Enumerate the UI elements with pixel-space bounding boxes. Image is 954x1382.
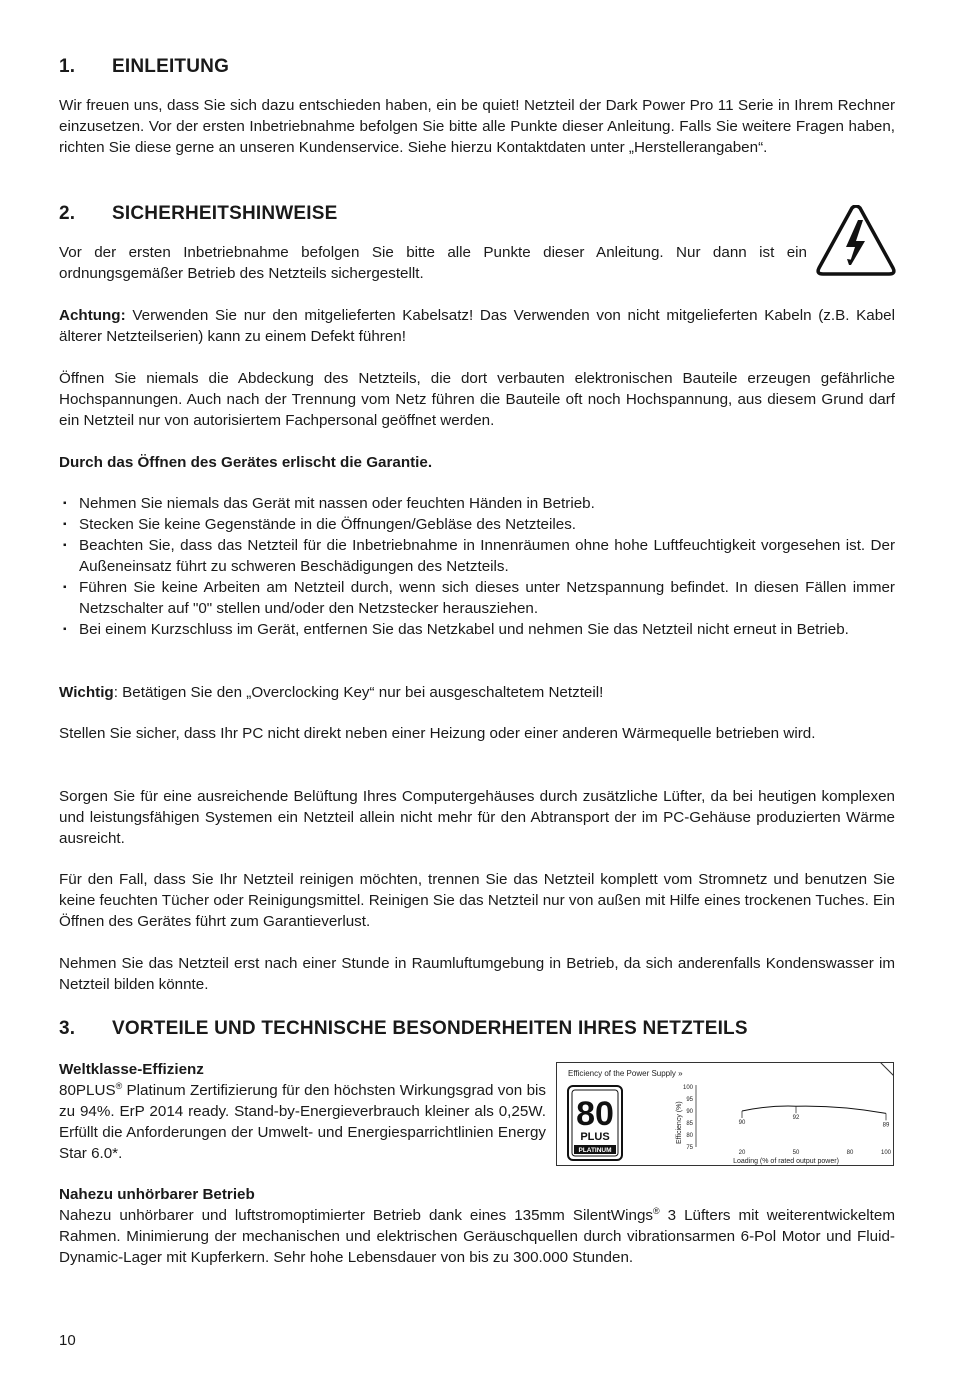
intro-paragraph: Wir freuen uns, dass Sie sich dazu entschieden haben, ein be quiet! Netzteil der Dark Power Pro 11 Serie in Ihrem Rechner einzusetzen. Vor der ersten Inbetriebnahme befolgen Sie bitte alle Punkte dieser Anleitung. Falls Sie weitere Fragen haben, richten Sie diese gerne an unseren Kundenservice. Siehe hierzu Kontaktdaten unter „Herstellerangaben“. xyxy=(59,97,895,156)
cleaning-paragraph: Für den Fall, dass Sie Ihr Netzteil reinigen möchten, trennen Sie das Netzteil komplett vom Stromnetz und benutzen Sie keine feuchten Tücher oder Reinigungsmittel. Reinigen Sie das Netzteil nur von außen mit Hilfe eines trockenen Tuches. Ein Öffnen des Gerätes führt zum Garantieverlust. xyxy=(59,871,895,930)
data-label: 92 xyxy=(792,1115,800,1122)
x-tick-label: 100 xyxy=(880,1150,892,1156)
x-axis xyxy=(739,1150,892,1156)
open-warning-paragraph: Öffnen Sie niemals die Abdeckung des Netzteils, die dort verbauten elektronischen Bauteile erzeugen gefährliche Hochspannungen. Auch nach der Trennung vom Netz führen die Bauteile oft noch Hochspannung, aus diesem Grund darf ein Netzteil nur von autorisiertem Fachpersonal geöffnet werden. xyxy=(59,370,895,429)
data-labels xyxy=(739,1106,890,1128)
x-tick-label: 80 xyxy=(846,1150,854,1156)
data-label: 90 xyxy=(738,1120,746,1126)
x-tick-label: 50 xyxy=(792,1150,800,1156)
chart-title: Efficiency of the Power Supply » xyxy=(568,1069,683,1078)
section-2-heading: 2. SICHERHEITSHINWEISE xyxy=(59,203,338,224)
x-axis-label: Loading (% of rated output power) xyxy=(733,1158,839,1165)
wichtig-paragraph: Wichtig: Betätigen Sie den „Overclocking Key“ nur bei ausgeschaltetem Netzteil! xyxy=(59,684,604,701)
y-tick-label: 100 xyxy=(682,1085,693,1091)
warranty-notice: Durch das Öffnen des Gerätes erlischt die Garantie. xyxy=(59,454,433,471)
ventilation-paragraph: Sorgen Sie für eine ausreichende Belüftung Ihres Computergehäuses durch zusätzliche Lüfter, da bei heutigen komplexen und leistungsfähigen Systemen ein Netzteil allein nicht mehr für den Abtransport der im PC-Gehäuse produzierten Wärme ausreicht. xyxy=(59,788,895,847)
list-item: ▪ Nehmen Sie niemals das Gerät mit nassen oder feuchten Händen in Betrieb. xyxy=(59,493,895,514)
80plus-platinum-logo xyxy=(568,1086,622,1160)
y-tick-label: 75 xyxy=(686,1145,693,1151)
x-tick-label: 20 xyxy=(738,1150,746,1156)
y-axis xyxy=(683,1085,696,1151)
y-tick-label: 85 xyxy=(686,1121,693,1127)
svg-text:PLUS: PLUS xyxy=(580,1131,610,1143)
condensation-paragraph: Nehmen Sie das Netzteil erst nach einer Stunde in Raumluftumgebung in Betrieb, da sich anderenfalls Kondenswasser im Netzteil bilden könnte. xyxy=(59,955,895,993)
quiet-paragraph: Nahezu unhörbarer und luftstromoptimierter Betrieb dank eines 135mm SilentWings® 3 Lüfters mit weiterentwickeltem Rahmen. Minimierung der mechanischen und elektrischen Geräuschquellen durch vibrationsarmen 6-Pol Motor und Fluid-Dynamic-Lager mit Kupferkern. Sehr hohe Lebensdauer von bis zu 300.000 Stunden. xyxy=(59,1205,896,1266)
y-tick-label: 80 xyxy=(686,1133,693,1139)
data-label: 89 xyxy=(882,1122,890,1129)
efficiency-series-line xyxy=(742,1106,886,1113)
y-axis-label: Efficiency (%) xyxy=(676,1101,683,1144)
y-tick-label: 95 xyxy=(686,1097,693,1103)
efficiency-paragraph: 80PLUS® Platinum Zertifizierung für den höchsten Wirkungsgrad von bis zu 94%. ErP 2014 ready. Stand-by-Energieverbrauch kleiner als 0,25W. Erfüllt die Anforderungen der Umwelt- und Energiesparrichtlinien Energy Star 6.0*. xyxy=(59,1080,546,1162)
quiet-heading: Nahezu unhörbarer Betrieb xyxy=(59,1186,255,1203)
svg-text:PLATINUM: PLATINUM xyxy=(578,1147,612,1154)
safety-intro-paragraph: Vor der ersten Inbetriebnahme befolgen Sie bitte alle Punkte dieser Anleitung. Nur dann ist ein ordnungsgemäßer Betrieb des Netzteils sichergestellt. xyxy=(59,244,807,282)
list-item: ▪ Bei einem Kurzschluss im Gerät, entfernen Sie das Netzkabel und nehmen Sie das Netzteil nicht erneut in Betrieb. xyxy=(59,619,895,640)
y-tick-label: 90 xyxy=(686,1109,693,1115)
efficiency-chart xyxy=(556,1062,894,1166)
list-item: ▪ Führen Sie keine Arbeiten am Netzteil durch, wenn sich dieses unter Netzspannung befindet. In diesen Fällen immer Netzschalter auf "0" stellen und/oder den Netzstecker herausziehen. xyxy=(59,577,895,619)
list-item: ▪ Beachten Sie, dass das Netzteil für die Inbetriebnahme in Innenräumen ohne hohe Luftfeuchtigkeit vorgesehen ist. Der Außeneinsatz führt zu schweren Beschädigungen des Netzteils. xyxy=(59,535,895,577)
section-3-heading: 3. VORTEILE UND TECHNISCHE BESONDERHEITEN IHRES NETZTEILS xyxy=(59,1018,748,1039)
achtung-paragraph: Achtung: Verwenden Sie nur den mitgelieferten Kabelsatz! Das Verwenden von nicht mitgelieferten Kabeln (z.B. Kabel älterer Netzteilserien) kann zu einem Defekt führen! xyxy=(59,307,895,345)
list-item: ▪ Stecken Sie keine Gegenstände in die Öffnungen/Gebläse des Netzteiles. xyxy=(59,514,895,535)
section-1-heading: 1. EINLEITUNG xyxy=(59,56,230,77)
high-voltage-warning-icon xyxy=(816,205,896,277)
efficiency-heading: Weltklasse-Effizienz xyxy=(59,1061,204,1078)
heater-paragraph: Stellen Sie sicher, dass Ihr PC nicht direkt neben einer Heizung oder einer anderen Wärmequelle betrieben wird. xyxy=(59,725,816,742)
efficiency-chart-box xyxy=(556,1062,894,1166)
svg-text:80: 80 xyxy=(576,1095,614,1133)
safety-bullet-list xyxy=(59,493,895,640)
page-number: 10 xyxy=(59,1332,76,1349)
